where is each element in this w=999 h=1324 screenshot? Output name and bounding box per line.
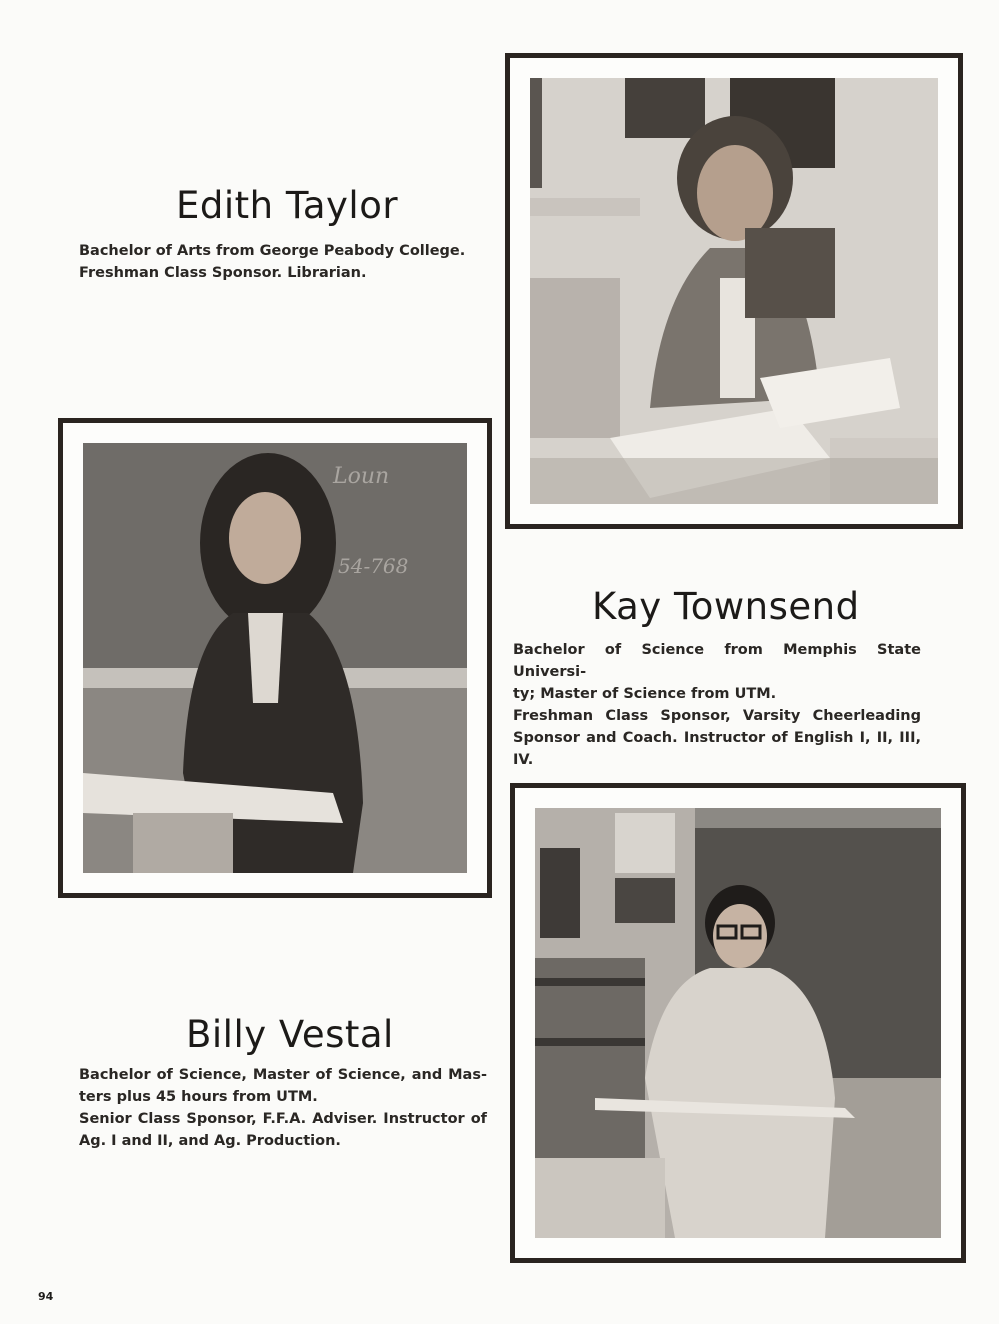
kay-townsend-name: Kay Townsend <box>592 585 860 628</box>
edith-taylor-name: Edith Taylor <box>176 184 399 227</box>
kay-townsend-photo-frame <box>58 418 492 898</box>
bio-line: Bachelor of Science from Memphis State Universi- <box>513 642 921 680</box>
bio-line: Bachelor of Arts from George Peabody College. <box>79 243 466 259</box>
portrait-photo-icon <box>83 443 467 873</box>
billy-vestal-photo <box>535 808 941 1238</box>
bio-line: ters plus 45 hours from UTM. <box>79 1089 318 1105</box>
bio-line: Freshman Class Sponsor. Librarian. <box>79 265 367 281</box>
bio-line: Bachelor of Science, Master of Science, and Mas- <box>79 1067 487 1083</box>
page-number: 94 <box>38 1290 54 1303</box>
svg-text:Loun: Loun <box>333 464 390 489</box>
billy-vestal-photo-frame <box>510 783 966 1263</box>
portrait-photo-icon <box>535 808 941 1238</box>
kay-townsend-bio <box>513 639 921 771</box>
edith-taylor-photo-frame <box>505 53 963 529</box>
billy-vestal-bio <box>79 1064 487 1152</box>
bio-line: Ag. I and II, and Ag. Production. <box>79 1133 341 1149</box>
kay-townsend-photo <box>83 443 467 873</box>
billy-vestal-name: Billy Vestal <box>186 1013 394 1056</box>
portrait-photo-icon <box>530 78 938 504</box>
svg-text:54-768: 54-768 <box>338 554 409 578</box>
bio-line: Senior Class Sponsor, F.F.A. Adviser. Instructor of <box>79 1111 487 1127</box>
bio-line: ty; Master of Science from UTM. <box>513 686 777 702</box>
bio-line: Freshman Class Sponsor, Varsity Cheerleading <box>513 708 921 724</box>
edith-taylor-photo <box>530 78 938 504</box>
bio-line: Sponsor and Coach. Instructor of English I, II, III, IV. <box>513 730 921 768</box>
edith-taylor-bio <box>79 240 499 284</box>
